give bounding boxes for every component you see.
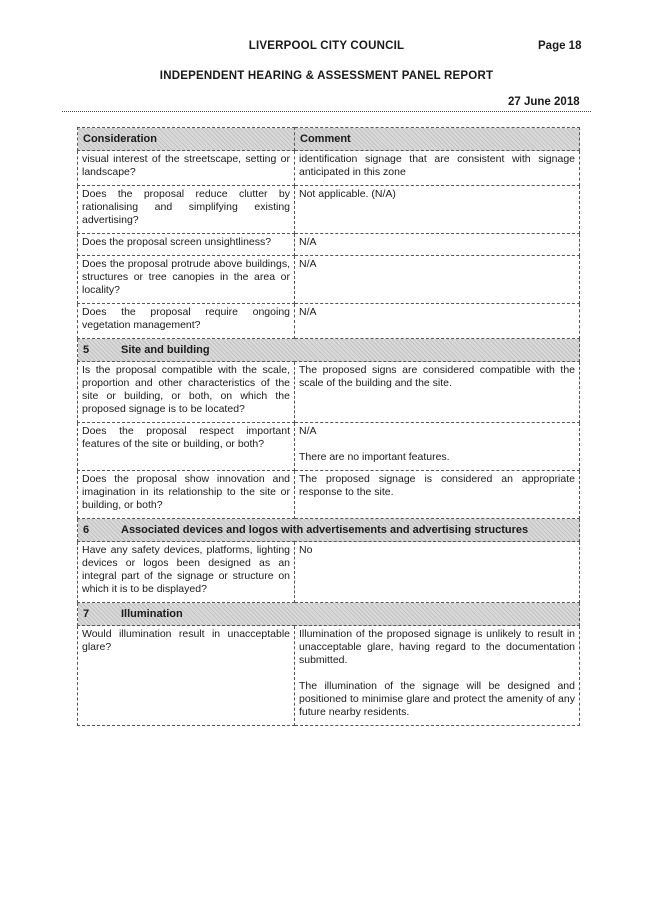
table-row: [78, 256, 580, 304]
report-date: 27 June 2018: [508, 96, 580, 108]
section-heading-associated-devices: [78, 519, 580, 542]
section-number: 5: [83, 344, 90, 356]
comment-cell: identification signage that are consistent with signage anticipated in this zone: [295, 151, 580, 186]
column-header-consideration: Consideration: [78, 128, 295, 151]
comment-paragraph: Illumination of the proposed signage is unlikely to result in unacceptable glare, having regard to the documentation submitted.: [299, 628, 575, 666]
table-row: [78, 471, 580, 519]
comment-paragraph: N/A: [299, 425, 317, 437]
column-header-comment: Comment: [295, 128, 580, 151]
comment-cell: [295, 626, 580, 726]
section-title: Associated devices and logos with advertisements and advertising structures: [121, 524, 529, 536]
section-header-row: [78, 339, 580, 362]
table-row: [78, 626, 580, 726]
council-name: LIVERPOOL CITY COUNCIL: [248, 40, 405, 52]
page-number: Page 18: [538, 40, 582, 52]
consideration-cell: Have any safety devices, platforms, lighting devices or logos been designed as an integral part of the signage or structure on which it is to be displayed?: [78, 542, 295, 603]
section-heading-site-building: [78, 339, 580, 362]
report-title: INDEPENDENT HEARING & ASSESSMENT PANEL REPORT: [159, 70, 494, 82]
table-row: [78, 186, 580, 234]
table-row: [78, 423, 580, 471]
consideration-cell: visual interest of the streetscape, setting or landscape?: [78, 151, 295, 186]
table-row: [78, 151, 580, 186]
comment-cell: [295, 423, 580, 471]
section-number: 6: [83, 524, 90, 536]
section-heading-illumination: [78, 603, 580, 626]
section-title: Illumination: [121, 608, 183, 620]
section-header-row: [78, 603, 580, 626]
comment-cell: The proposed signs are considered compatible with the scale of the building and the site.: [295, 362, 580, 423]
assessment-table: [77, 127, 580, 726]
table-row: [78, 304, 580, 339]
table-row: [78, 234, 580, 256]
consideration-cell: Does the proposal screen unsightliness?: [78, 234, 295, 256]
consideration-cell: Does the proposal require ongoing vegetation management?: [78, 304, 295, 339]
consideration-cell: Would illumination result in unacceptable glare?: [78, 626, 295, 726]
section-number: 7: [83, 608, 90, 620]
table-row: [78, 542, 580, 603]
comment-cell: The proposed signage is considered an appropriate response to the site.: [295, 471, 580, 519]
comment-paragraph: There are no important features.: [299, 451, 450, 463]
comment-cell: N/A: [295, 304, 580, 339]
comment-cell: Not applicable. (N/A): [295, 186, 580, 234]
table-header-row: [78, 128, 580, 151]
consideration-cell: Does the proposal protrude above buildings, structures or tree canopies in the area or locality?: [78, 256, 295, 304]
consideration-cell: Does the proposal reduce clutter by rationalising and simplifying existing advertising?: [78, 186, 295, 234]
consideration-cell: Does the proposal show innovation and imagination in its relationship to the site or building, or both?: [78, 471, 295, 519]
table-row: [78, 362, 580, 423]
comment-cell: N/A: [295, 256, 580, 304]
comment-paragraph: The illumination of the signage will be designed and positioned to minimise glare and protect the amenity of any future nearby residents.: [299, 680, 575, 718]
consideration-cell: Is the proposal compatible with the scale, proportion and other characteristics of the site or building, or both, on which the proposed signage is to be located?: [78, 362, 295, 423]
comment-cell: No: [295, 542, 580, 603]
consideration-cell: Does the proposal respect important features of the site or building, or both?: [78, 423, 295, 471]
section-title: Site and building: [121, 344, 210, 356]
comment-cell: N/A: [295, 234, 580, 256]
section-header-row: [78, 519, 580, 542]
header-divider: [62, 111, 591, 112]
